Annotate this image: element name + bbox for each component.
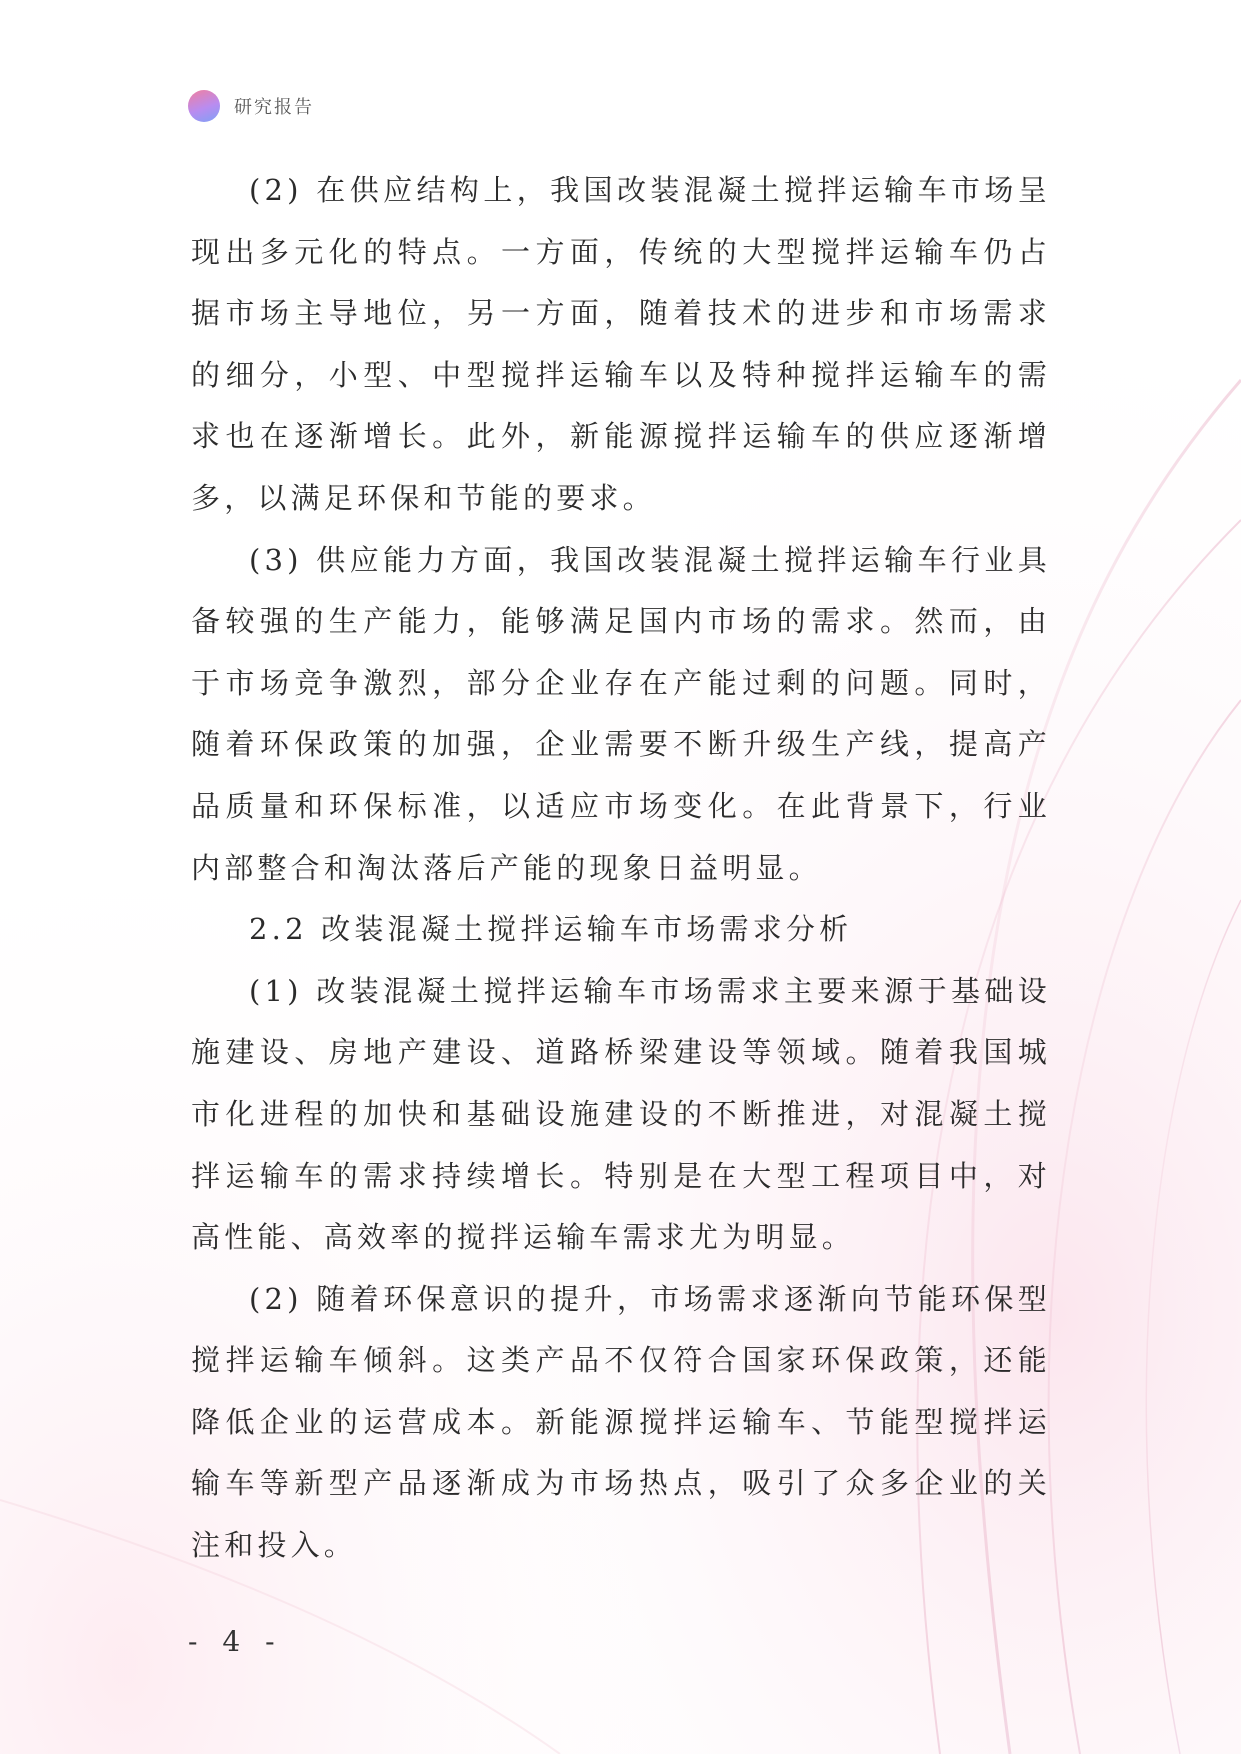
paragraph-supply-structure: (2) 在供应结构上，我国改装混凝土搅拌运输车市场呈现出多元化的特点。一方面，传统的大型搅拌运输车仍占据市场主导地位，另一方面，随着技术的进步和市场需求的细分，小型、中型搅拌运输车以及特种搅拌运输车的需求也在逐渐增长。此外，新能源搅拌运输车的供应逐渐增多，以满足环保和节能的要求。 xyxy=(191,173,1051,515)
document-body xyxy=(191,160,1051,1577)
page-number: - 4 - xyxy=(188,1625,283,1658)
paragraph-supply-capacity: (3) 供应能力方面，我国改装混凝土搅拌运输车行业具备较强的生产能力，能够满足国内市场的需求。然而，由于市场竞争激烈，部分企业存在产能过剩的问题。同时，随着环保政策的加强，企业需要不断升级生产线，提高产品质量和环保标准，以适应市场变化。在此背景下，行业内部整合和淘汰落后产能的现象日益明显。 xyxy=(191,542,1051,885)
paragraph-demand-sources: (1) 改装混凝土搅拌运输车市场需求主要来源于基础设施建设、房地产建设、道路桥梁建设等领域。随着我国城市化进程的加快和基础设施建设的不断推进，对混凝土搅拌运输车的需求持续增长。特别是在大型工程项目中，对高性能、高效率的搅拌运输车需求尤为明显。 xyxy=(191,973,1051,1255)
header-title: 研究报告 xyxy=(234,97,314,118)
page-header xyxy=(188,89,314,123)
section-heading-demand-analysis: 2.2 改装混凝土搅拌运输车市场需求分析 xyxy=(249,912,853,947)
logo-circle-icon xyxy=(188,90,220,122)
paragraph-demand-trend: (2) 随着环保意识的提升，市场需求逐渐向节能环保型搅拌运输车倾斜。这类产品不仅符合国家环保政策，还能降低企业的运营成本。新能源搅拌运输车、节能型搅拌运输车等新型产品逐渐成为市场热点，吸引了众多企业的关注和投入。 xyxy=(191,1281,1051,1563)
